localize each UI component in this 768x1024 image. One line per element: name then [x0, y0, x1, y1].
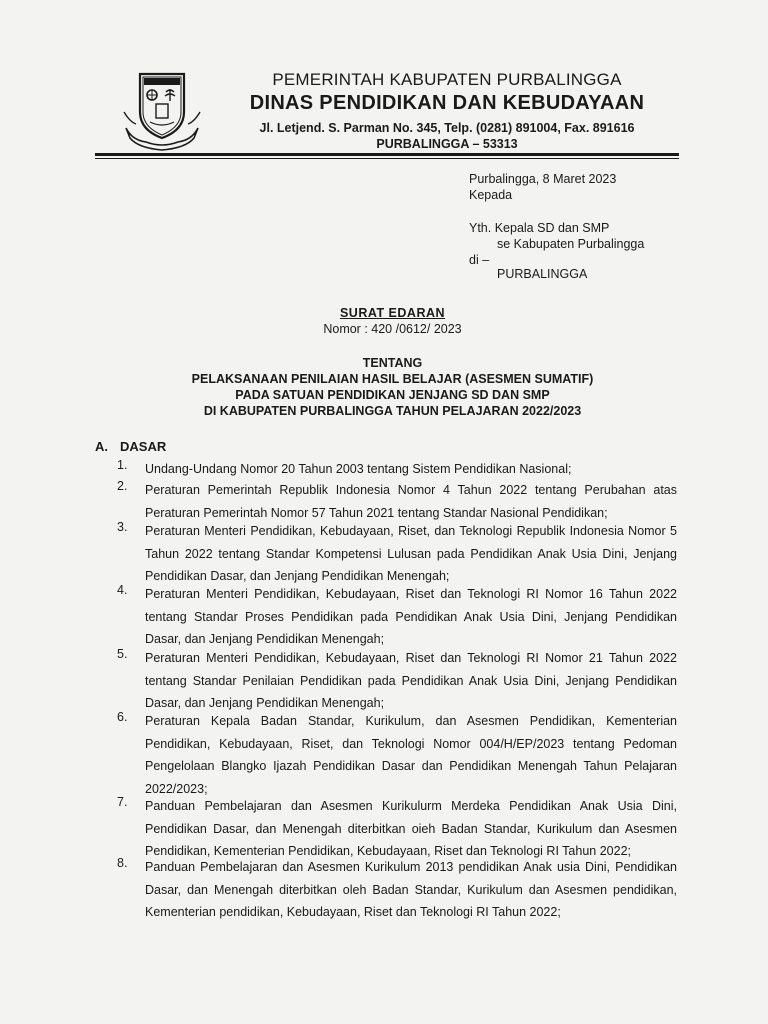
list-item-number: 4.	[117, 583, 128, 597]
letterhead-rule-thin	[95, 158, 679, 159]
list-item-number: 2.	[117, 479, 128, 493]
list-item: Panduan Pembelajaran dan Asesmen Kurikulum 2013 pendidikan Anak usia Dini, Pendidikan Dasar, dan Menengah diterbitkan oleh Badan Standar, Kurikulum dan Asesmen pendidikan, Kementerian pendidikan, Kebudayaan, Riset dan Teknologi RI Tahun 2022;	[145, 860, 677, 920]
section-title: DASAR	[120, 439, 167, 454]
list-item: Peraturan Menteri Pendidikan, Kebudayaan, Riset, dan Teknologi Republik Indonesia Nomor 5 Tahun 2022 tentang Standar Kompetensi Lulusan pada Pendidikan Anak Usia Dini, Jenjang Pendidikan Dasar, dan Jenjang Pendidikan Menengah;	[145, 524, 677, 584]
recipient: Yth. Kepala SD dan SMP	[469, 221, 610, 235]
list-item: Peraturan Kepala Badan Standar, Kurikulum, dan Asesmen Pendidikan, Kementerian Pendidikan, Kebudayaan, Riset, dan Teknologi Nomor 004/H/EP/2023 tentang Pedoman Pengelolaan Blangko Ijazah Pendidikan Dasar dan Pendidikan Menengah Tahun Pelajaran 2022/2023;	[145, 714, 677, 796]
letter-number: Nomor : 420 /0612/ 2023	[323, 322, 462, 336]
list-item-number: 1.	[117, 458, 128, 472]
subject-heading: TENTANG	[362, 356, 423, 370]
letter-title: SURAT EDARAN	[339, 306, 446, 320]
section-letter: A.	[95, 439, 108, 454]
list-item-number: 8.	[117, 856, 128, 870]
header-government: PEMERINTAH KABUPATEN PURBALINGGA	[272, 70, 622, 89]
list-item: Peraturan Menteri Pendidikan, Kebudayaan, Riset dan Teknologi RI Nomor 21 Tahun 2022 tentang Standar Penilaian Pendidikan pada Pendidikan Anak Usia Dini, Jenjang Pendidikan Dasar, dan Jenjang Pendidikan Menengah;	[145, 651, 677, 711]
list-item: Peraturan Menteri Pendidikan, Kebudayaan, Riset dan Teknologi RI Nomor 16 Tahun 2022 tentang Standar Proses Pendidikan pada Pendidikan Anak Usia Dini, Jenjang Pendidikan Dasar, dan Jenjang Pendidikan Menengah;	[145, 587, 677, 647]
di-label: di –	[469, 253, 490, 267]
letterhead-rule	[95, 153, 679, 156]
list-item-number: 5.	[117, 647, 128, 661]
place-date: Purbalingga, 8 Maret 2023	[469, 172, 617, 186]
subject-line: PADA SATUAN PENDIDIKAN JENJANG SD DAN SMP	[235, 388, 550, 402]
list-item-number: 7.	[117, 795, 128, 809]
subject-line: DI KABUPATEN PURBALINGGA TAHUN PELAJARAN 2022/2023	[203, 404, 582, 418]
subject-line: PELAKSANAAN PENILAIAN HASIL BELAJAR (ASESMEN SUMATIF)	[191, 372, 594, 386]
recipient-scope: se Kabupaten Purbalingga	[497, 237, 645, 251]
list-item: Panduan Pembelajaran dan Asesmen Kurikulurm Merdeka Pendidikan Anak Usia Dini, Pendidikan Dasar, dan Menengah diterbitkan oieh Badan Standar, Kurikulum dan Asesmen Pendidikan, Kementerian Pendidikan, Kebudayaan, Riset dan Teknologi RI Tahun 2022;	[145, 799, 677, 859]
coat-of-arms-icon	[120, 68, 204, 152]
header-city: PURBALINGGA – 53313	[376, 137, 518, 151]
list-item-number: 3.	[117, 520, 128, 534]
list-item: Peraturan Pemerintah Republik Indonesia Nomor 4 Tahun 2022 tentang Perubahan atas Peraturan Pemerintah Nomor 57 Tahun 2021 tentang Standar Nasional Pendidikan;	[145, 483, 677, 520]
recipient-city: PURBALINGGA	[497, 267, 588, 281]
header-agency: DINAS PENDIDIKAN DAN KEBUDAYAAN	[249, 92, 645, 114]
list-item: Undang-Undang Nomor 20 Tahun 2003 tentang Sistem Pendidikan Nasional;	[145, 462, 572, 476]
list-item-number: 6.	[117, 710, 128, 724]
header-address: Jl. Letjend. S. Parman No. 345, Telp. (0281) 891004, Fax. 891616	[259, 121, 635, 135]
kepada-label: Kepada	[469, 188, 513, 202]
